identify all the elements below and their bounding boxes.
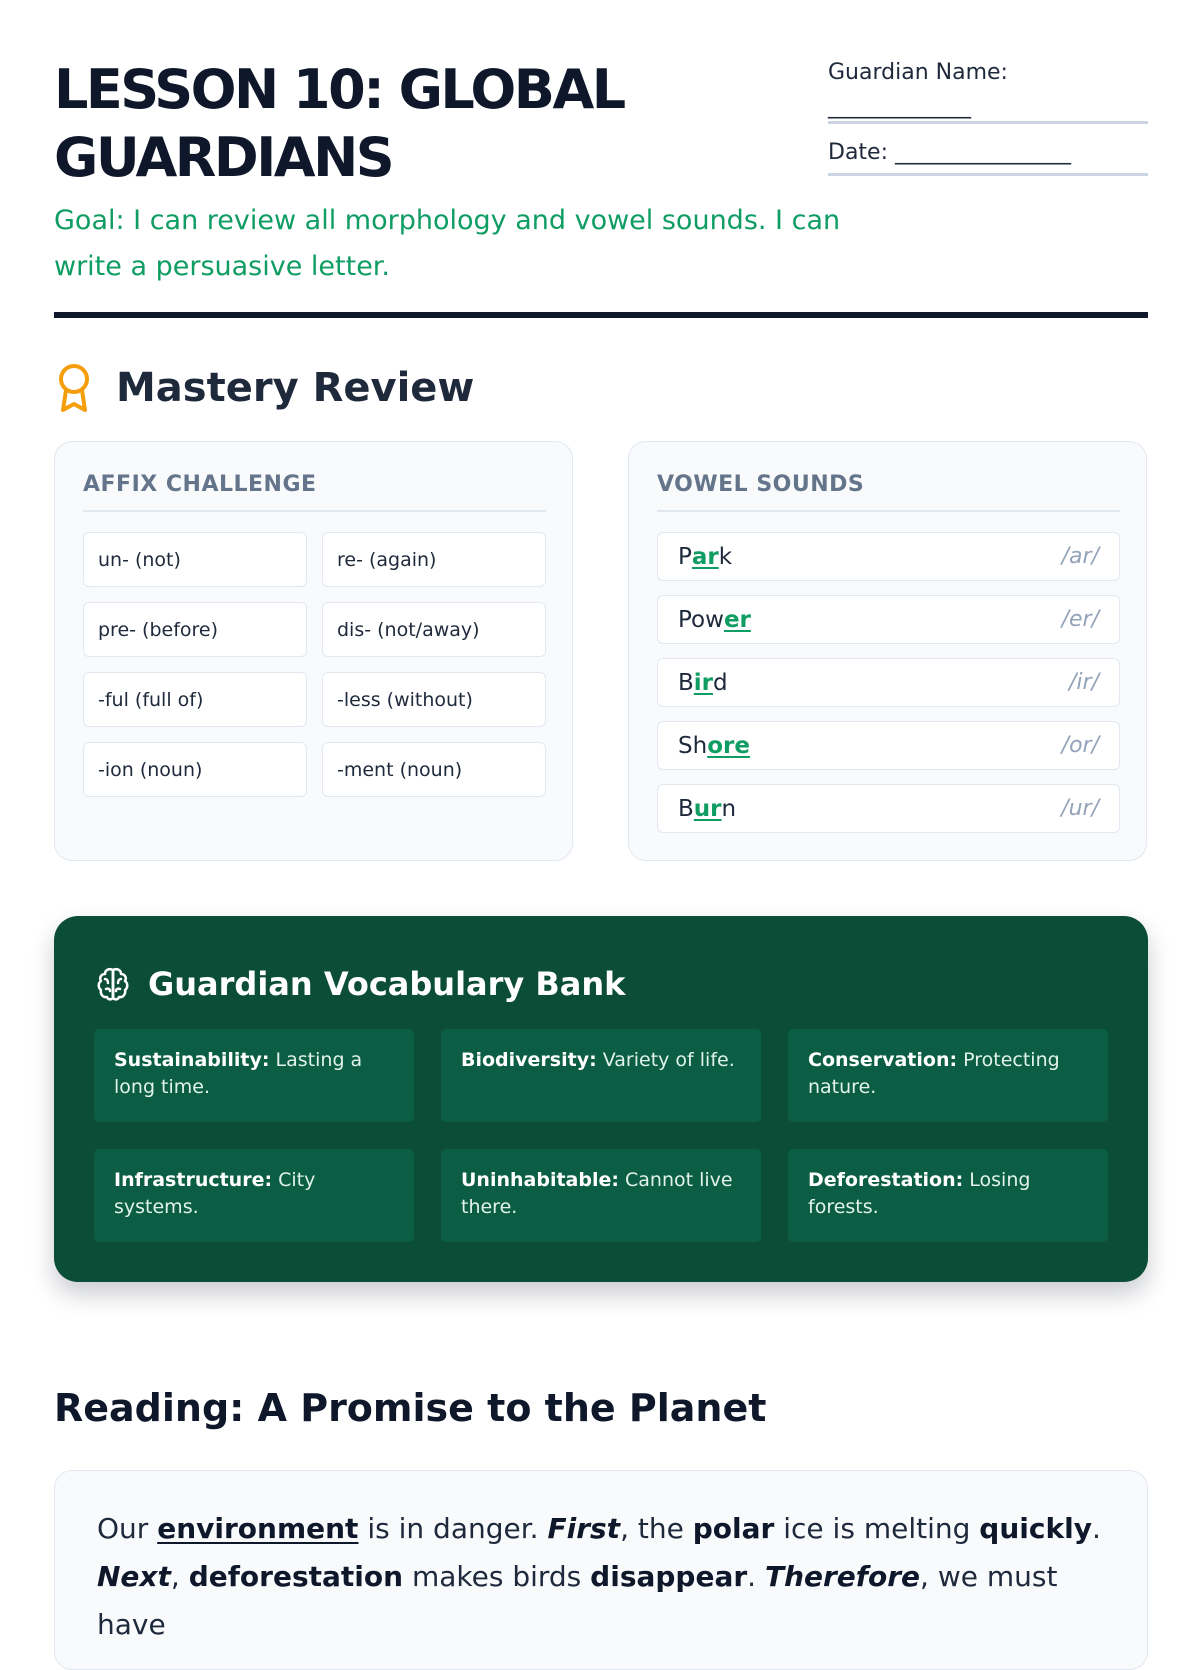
passage-text-run: , xyxy=(170,1560,180,1593)
word-part: n xyxy=(721,795,737,822)
vocabulary-grid xyxy=(94,1029,1108,1242)
vowel-row xyxy=(657,784,1120,833)
affix-card: -ful (full of) xyxy=(83,672,307,727)
vowel-sound: /or/ xyxy=(1061,733,1099,758)
key-word: disappear xyxy=(590,1560,748,1593)
vowel-row xyxy=(657,532,1120,581)
affix-grid xyxy=(83,532,546,797)
title-line-2: GUARDIANS xyxy=(54,126,393,189)
vowel-pattern: ar xyxy=(691,543,719,570)
brain-icon xyxy=(94,965,132,1003)
vocab-card xyxy=(94,1029,414,1122)
affix-card: -ion (noun) xyxy=(83,742,307,797)
vocab-card xyxy=(441,1149,761,1242)
affix-card: pre- (before) xyxy=(83,602,307,657)
vocab-term: Sustainability: xyxy=(114,1049,270,1071)
key-word: deforestation xyxy=(188,1560,404,1593)
passage-text-run: . xyxy=(747,1560,757,1593)
transition-word: Therefore xyxy=(764,1560,921,1593)
worksheet-header xyxy=(54,56,1148,322)
vocab-term: Uninhabitable: xyxy=(461,1169,619,1191)
vocab-card xyxy=(788,1149,1108,1242)
vocab-card xyxy=(788,1029,1108,1122)
vowel-row xyxy=(657,595,1120,644)
affix-challenge-panel xyxy=(54,441,573,861)
vocabulary-heading xyxy=(94,956,625,1012)
word-part: B xyxy=(678,669,694,696)
vocab-term: Biodiversity: xyxy=(461,1049,597,1071)
student-info xyxy=(828,56,1148,176)
panel-title: VOWEL SOUNDS xyxy=(657,472,1120,512)
passage-text-run: ice is melting xyxy=(783,1512,971,1545)
vowel-sound: /ir/ xyxy=(1069,670,1099,695)
key-word: polar xyxy=(692,1512,775,1545)
key-word: environment xyxy=(157,1512,359,1545)
passage-text-run: , we must have xyxy=(97,1560,1058,1641)
vocab-term: Conservation: xyxy=(808,1049,958,1071)
vocab-card xyxy=(94,1149,414,1242)
vowel-sounds-panel xyxy=(628,441,1147,861)
header-divider xyxy=(54,312,1148,318)
vocab-definition: Losing forests. xyxy=(808,1169,1031,1218)
passage-text-run: is in danger. xyxy=(367,1512,539,1545)
vowel-word xyxy=(678,670,728,696)
vocab-term: Deforestation: xyxy=(808,1169,964,1191)
date-field[interactable]: Date: ________________ xyxy=(828,132,1148,176)
vowel-row xyxy=(657,658,1120,707)
affix-card: re- (again) xyxy=(322,532,546,587)
word-part: P xyxy=(678,543,692,570)
affix-card: -less (without) xyxy=(322,672,546,727)
page-title xyxy=(54,56,814,192)
word-part: k xyxy=(718,543,733,570)
affix-card: un- (not) xyxy=(83,532,307,587)
affix-card: dis- (not/away) xyxy=(322,602,546,657)
guardian-name-field[interactable]: Guardian Name: _____________ xyxy=(828,56,1148,124)
vowel-row xyxy=(657,721,1120,770)
section-title: Mastery Review xyxy=(116,365,475,411)
passage-text-run: makes birds xyxy=(411,1560,582,1593)
vowel-sound: /ar/ xyxy=(1061,544,1099,569)
passage-text-run: Our xyxy=(97,1512,149,1545)
vowel-list xyxy=(657,532,1120,847)
key-word: quickly xyxy=(979,1512,1092,1545)
passage-text xyxy=(97,1505,1107,1649)
vocab-definition: Variety of life. xyxy=(602,1049,735,1071)
word-part: B xyxy=(678,795,694,822)
vocab-term: Infrastructure: xyxy=(114,1169,273,1191)
vocab-definition: Lasting a long time. xyxy=(114,1049,363,1098)
affix-card: -ment (noun) xyxy=(322,742,546,797)
title-line-1: LESSON 10: GLOBAL xyxy=(54,58,624,121)
vowel-pattern: ore xyxy=(707,732,750,759)
passage-text-run: . xyxy=(1091,1512,1101,1545)
vocab-definition: Protecting nature. xyxy=(808,1049,1060,1098)
mastery-review-heading xyxy=(54,360,474,416)
vowel-word xyxy=(678,733,750,759)
passage-text-run: , the xyxy=(620,1512,684,1545)
panel-title: AFFIX CHALLENGE xyxy=(83,472,546,512)
award-ribbon-icon xyxy=(54,362,94,414)
vowel-pattern: er xyxy=(723,606,751,633)
vowel-pattern: ir xyxy=(693,669,714,696)
vocabulary-title: Guardian Vocabulary Bank xyxy=(148,965,626,1003)
lesson-goal: Goal: I can review all morphology and vowel sounds. I can write a persuasive letter. xyxy=(54,205,841,282)
vowel-word xyxy=(678,796,736,822)
transition-word: First xyxy=(547,1512,621,1545)
vowel-word xyxy=(678,607,751,633)
transition-word: Next xyxy=(97,1560,171,1593)
vowel-sound: /ur/ xyxy=(1061,796,1099,821)
reading-title: Reading: A Promise to the Planet xyxy=(54,1386,767,1430)
vocab-definition: Cannot live there. xyxy=(461,1169,733,1218)
vowel-pattern: ur xyxy=(693,795,722,822)
word-part: Pow xyxy=(678,606,724,633)
word-part: Sh xyxy=(678,732,708,759)
vocabulary-bank xyxy=(54,916,1148,1282)
vocab-card xyxy=(441,1029,761,1122)
vocab-definition: City systems. xyxy=(114,1169,316,1218)
word-part: d xyxy=(713,669,728,696)
vowel-word xyxy=(678,544,732,570)
reading-passage xyxy=(54,1470,1148,1670)
vowel-sound: /er/ xyxy=(1061,607,1099,632)
